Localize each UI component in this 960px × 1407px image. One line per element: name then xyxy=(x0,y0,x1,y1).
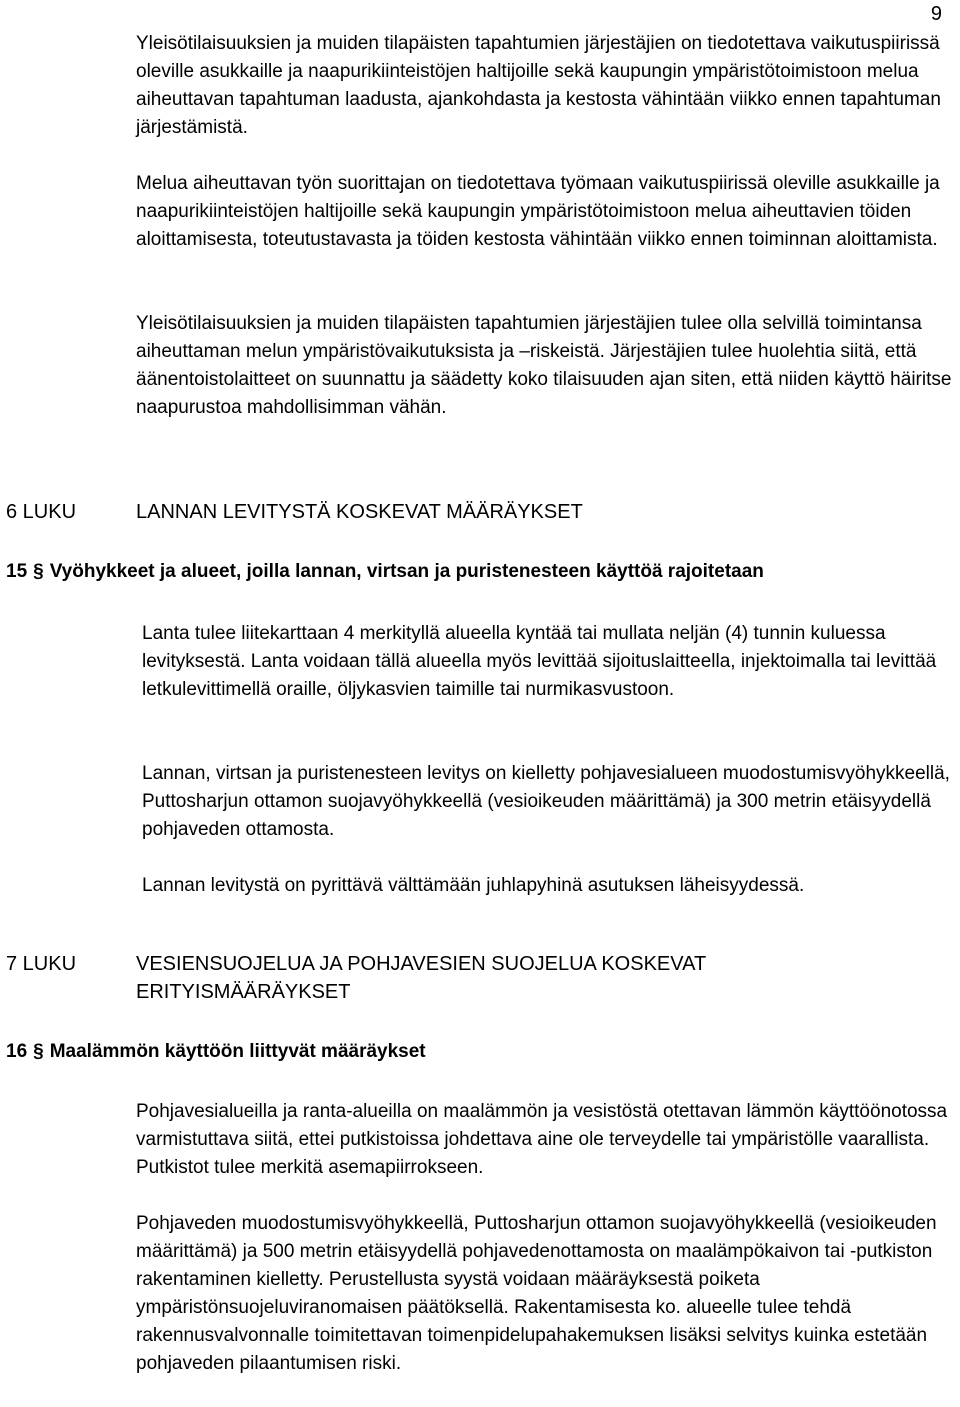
section-title: Maalämmön käyttöön liittyvät määräykset xyxy=(49,1041,426,1062)
chapter-6-heading xyxy=(6,498,906,528)
paragraph-geothermal-safety: Pohjavesialueilla ja ranta-alueilla on maalämmön ja vesistöstä otettavan lämmön käyttöönotossa varmistuttava siitä, ettei putkistoissa johdettava aine ole terveydelle tai ympäristölle vaarallista. Putkistot tulee merkitä asemapiirrokseen. xyxy=(136,1101,948,1178)
section-title: Vyöhykkeet ja alueet, joilla lannan, virtsan ja puristenesteen käyttöä rajoitetaan xyxy=(49,561,764,582)
paragraph-manure-plowing: Lanta tulee liitekarttaan 4 merkityllä alueella kyntää tai mullata neljän (4) tunnin kuluessa levityksestä. Lanta voidaan tällä alueella myös levittää sijoituslaitteella, injektoimalla tai levittää letkulevittimellä oraille, öljykasvien taimille tai nurmikasvustoon. xyxy=(142,623,937,700)
chapter-number: 7 LUKU xyxy=(6,953,77,975)
paragraph-event-notification: Yleisötilaisuuksien ja muiden tilapäisten tapahtumien järjestäjien on tiedotettava vaikutuspiirissä oleville asukkaille ja naapurikiinteistöjen haltijoille sekä kaupungin ympäristötoimistoon melua aiheuttavan tapahtuman laadusta, ajankohdasta ja kestosta vähintään viikko ennen tapahtuman järjestämistä. xyxy=(136,33,941,138)
section-number: 15 xyxy=(6,561,28,582)
section-number: 16 xyxy=(6,1041,28,1062)
section-16-heading xyxy=(6,1038,426,1066)
chapter-title: LANNAN LEVITYSTÄ KOSKEVAT MÄÄRÄYKSET xyxy=(136,501,583,523)
page-number: 9 xyxy=(930,3,942,25)
paragraph-work-notification: Melua aiheuttavan työn suorittajan on tiedotettava työmaan vaikutuspiirissä oleville asukkaille ja naapurikiinteistöjen haltijoille sekä kaupungin ympäristötoimistoon melua aiheuttavien töiden aloittamisesta, toteutustavasta ja töiden kestosta vähintään viikko ennen toiminnan aloittamista. xyxy=(136,173,940,250)
paragraph-event-organizer-duties: Yleisötilaisuuksien ja muiden tilapäisten tapahtumien järjestäjien tulee olla selvillä toimintansa aiheuttaman melun ympäristövaikutuksista ja –riskeistä. Järjestäjien tulee huolehtia siitä, että äänentoistolaitteet on suunnattu ja säädetty koko tilaisuuden ajan siten, että niiden käyttö häiritse naapurustoa mahdollisimman vähän. xyxy=(136,313,952,418)
section-symbol: § xyxy=(33,561,44,582)
chapter-title: VESIENSUOJELUA JA POHJAVESIEN SUOJELUA KOSKEVAT ERITYISMÄÄRÄYKSET xyxy=(136,953,706,1003)
paragraph-manure-prohibition: Lannan, virtsan ja puristenesteen levitys on kielletty pohjavesialueen muodostumisvyöhykkeellä, Puttosharjun ottamon suojavyöhykkeellä (vesioikeuden määrittämä) ja 300 metrin etäisyydellä pohjaveden ottamosta. xyxy=(142,763,950,840)
paragraph-geothermal-prohibition: Pohjaveden muodostumisvyöhykkeellä, Puttosharjun ottamon suojavyöhykkeellä (vesioikeuden määrittämä) ja 500 metrin etäisyydellä pohjavedenottamosta on maalämpökaivon tai -putkiston rakentaminen kielletty. Perustellusta syystä voidaan määräyksestä poiketa ympäristönsuojeluviranomaisen päätöksellä. Rakentamisesta ko. alueelle tulee tehdä rakennusvalvonnalle toimitettavan toimenpidelupahakemuksen lisäksi selvitys kuinka estetään pohjaveden pilaantumisen riski. xyxy=(136,1213,937,1374)
paragraph-manure-holidays: Lannan levitystä on pyrittävä välttämään juhlapyhinä asutuksen läheisyydessä. xyxy=(142,875,805,896)
section-15-heading xyxy=(6,558,764,586)
chapter-number: 6 LUKU xyxy=(6,501,77,523)
chapter-7-heading xyxy=(6,950,906,1010)
section-symbol: § xyxy=(33,1041,44,1062)
